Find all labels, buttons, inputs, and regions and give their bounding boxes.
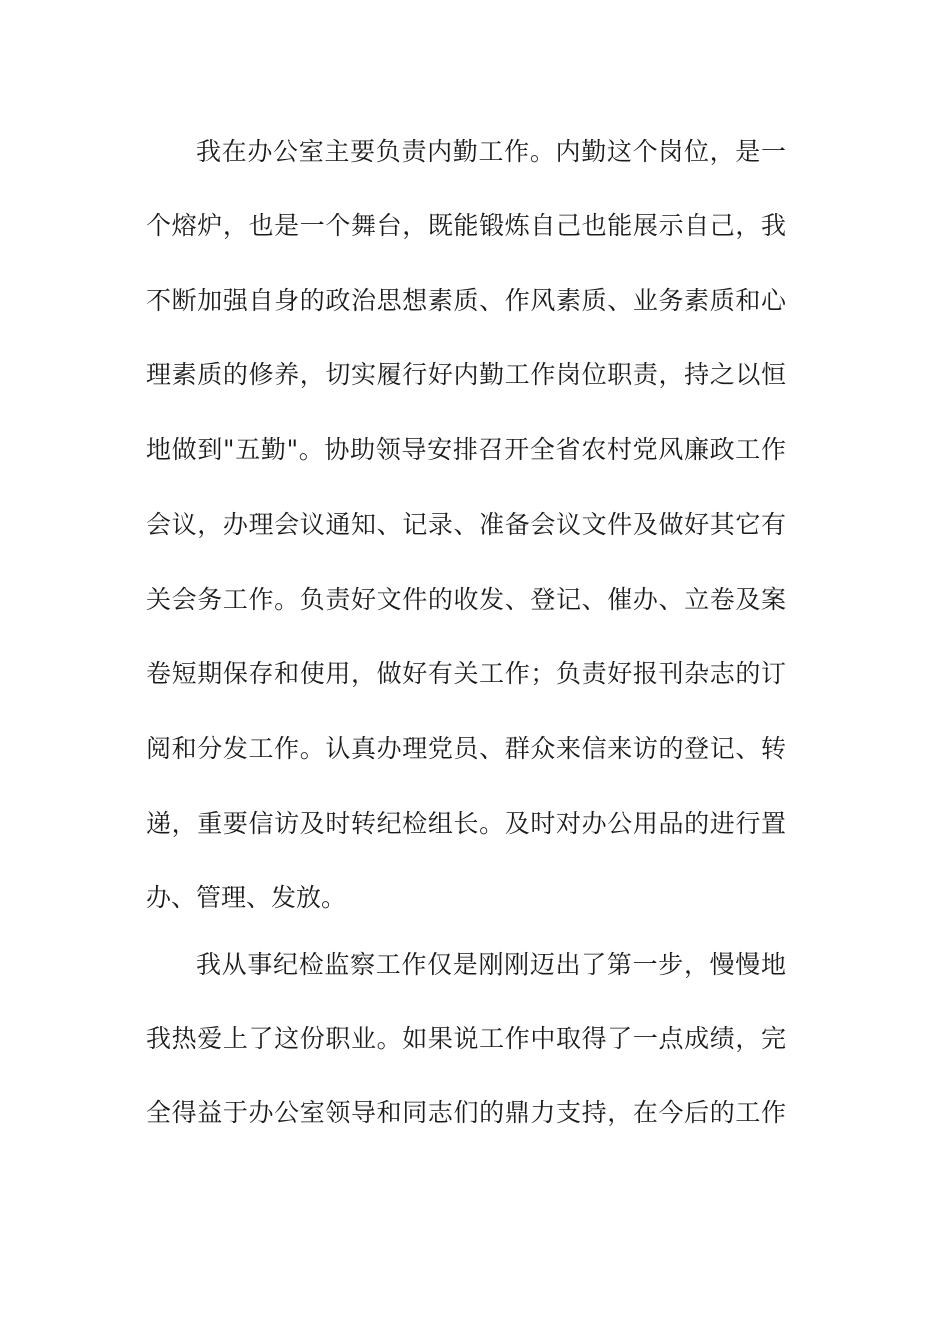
paragraph-2-line-1: 我从事纪检监察工作仅是刚刚迈出了第一步，慢慢地 (196, 950, 786, 979)
paragraph-1-line-2: 个熔炉，也是一个舞台，既能锻炼自己也能展示自己，我 (146, 211, 786, 240)
paragraph-1-line-1: 我在办公室主要负责内勤工作。内勤这个岗位，是一 (196, 137, 786, 166)
paragraph-1-line-5: 地做到"五勤"。协助领导安排召开全省农村党风廉政工作 (146, 435, 786, 464)
paragraph-1-line-8: 卷短期保存和使用，做好有关工作；负责好报刊杂志的订 (146, 659, 786, 688)
paragraph-1-line-7: 关会务工作。负责好文件的收发、登记、催办、立卷及案 (146, 585, 786, 614)
paragraph-1-line-6: 会议，办理会议通知、记录、准备会议文件及做好其它有 (146, 510, 786, 539)
paragraph-1-line-9: 阅和分发工作。认真办理党员、群众来信来访的登记、转 (146, 734, 786, 763)
paragraph-1-line-10: 递，重要信访及时转纪检组长。及时对办公用品的进行置 (146, 809, 786, 838)
paragraph-2-line-3: 全得益于办公室领导和同志们的鼎力支持，在今后的工作 (146, 1098, 786, 1127)
paragraph-1-line-11: 办、管理、发放。 (146, 883, 347, 912)
paragraph-1-line-3: 不断加强自身的政治思想素质、作风素质、业务素质和心 (146, 286, 786, 315)
paragraph-1-line-4: 理素质的修养，切实履行好内勤工作岗位职责，持之以恒 (146, 360, 786, 389)
paragraph-2-line-2: 我热爱上了这份职业。如果说工作中取得了一点成绩，完 (146, 1024, 786, 1053)
